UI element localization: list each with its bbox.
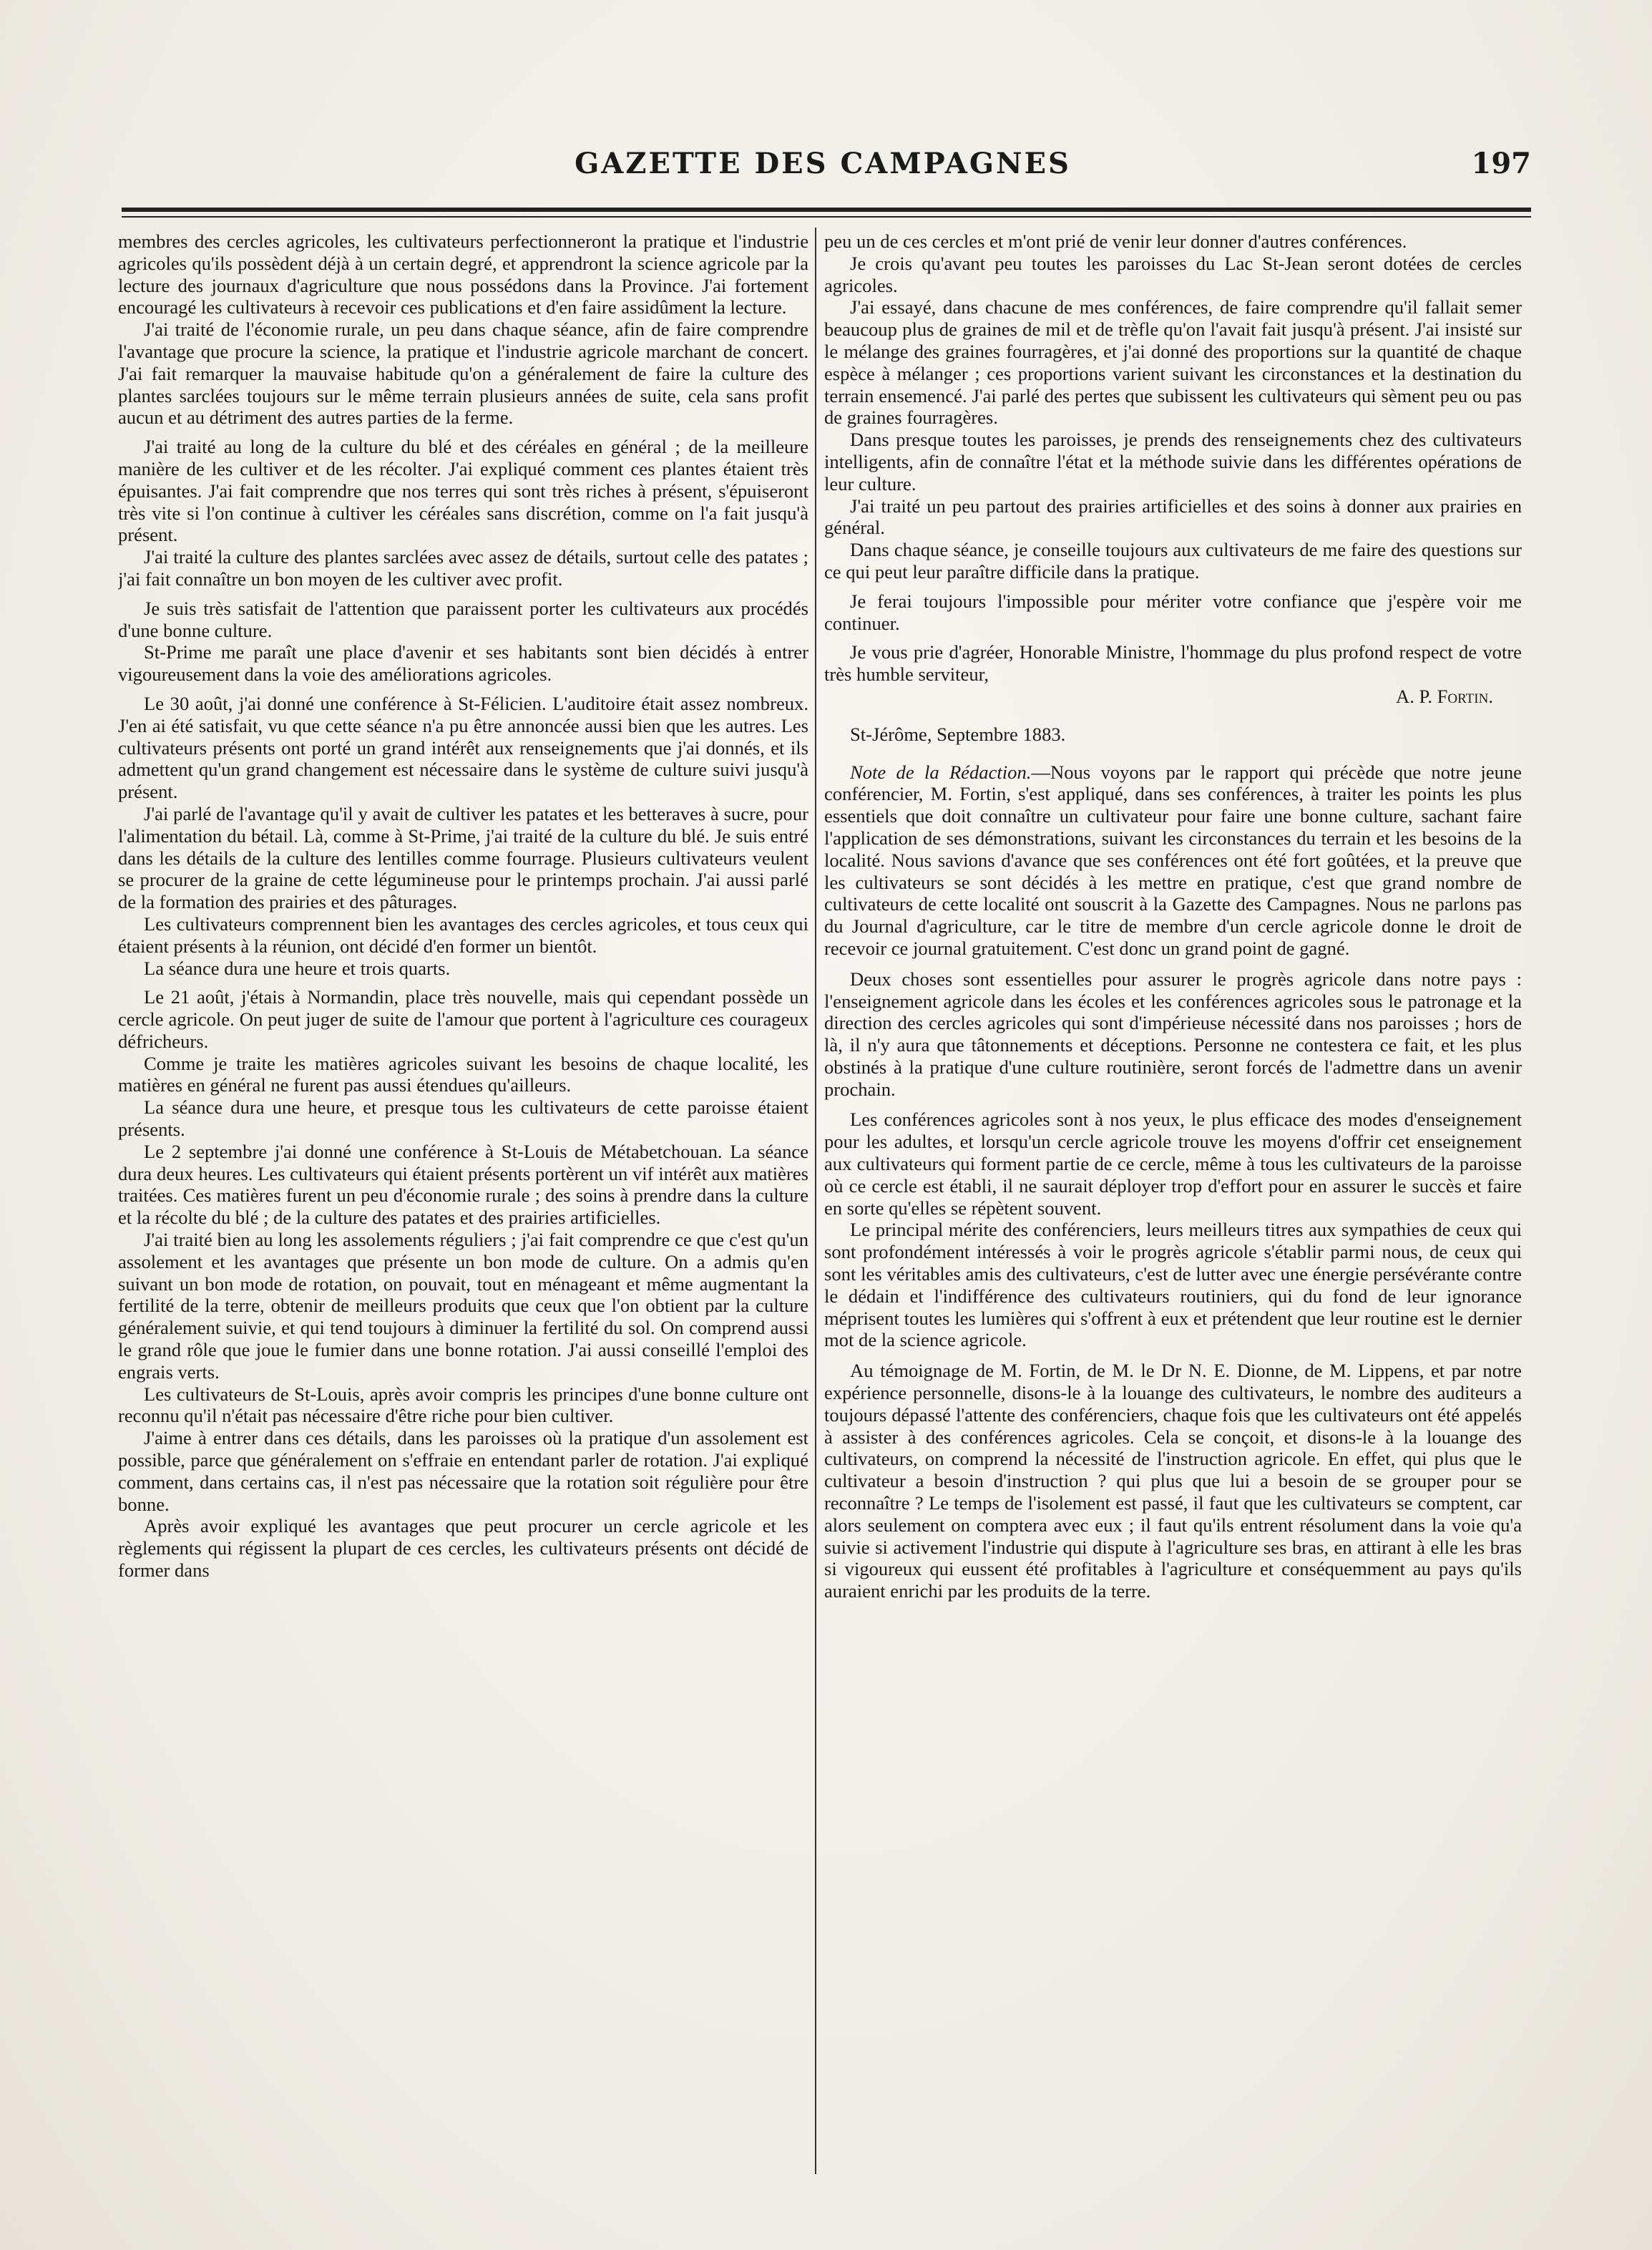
note-label: Note de la Rédaction. [850,761,1032,783]
paragraph: membres des cercles agricoles, les cultivateurs perfectionneront la pratique et l'industrie agricoles qu'ils possèdent déjà à un certain degré, et apprendront la science agricole par la lecture des journaux d'agriculture que nous possédons dans la Province. J'ai fortement encouragé les cultivateurs à recevoir ces publications et d'en faire assidûment la lecture. [118,230,808,318]
paragraph: Au témoignage de M. Fortin, de M. le Dr N. E. Dionne, de M. Lippens, et par notre expérience personnelle, disons-le à la louange des cultivateurs, le nombre des auditeurs a toujours dépassé l'attente des conférenciers, chaque fois que les cultivateurs ont été appelés à assister à des conférences agricoles. Cela se conçoit, et disons-le à la louange des cultivateurs, on comprend la nécessité de l'instruction agricole. En effet, qui plus que le cultivateur a besoin d'instruction ? qui plus que lui a besoin de se grouper pour se reconnaître ? Le temps de l'isolement est passé, il faut que les cultivateurs se comptent, car alors seulement on comptera avec eux ; il faut qu'ils entrent résolument dans la voie qu'a suivie si activement l'industrie qui dispute à l'agriculture ses bras, en attirant à elle les bras si vigoureux qui eussent été profitables à l'agriculture et conséquemment au pays qu'ils auraient enrichi par les produits de la terre. [824,1360,1522,1602]
column-divider [815,228,816,2174]
paragraph: La séance dura une heure et trois quarts. [144,957,451,979]
right-column [824,230,1522,2163]
paragraph: J'ai traité la culture des plantes sarclées avec assez de détails, surtout celle des patates ; j'ai fait connaître un bon moyen de les cultiver avec profit. [118,546,808,590]
paragraph: J'ai traité bien au long les assolements réguliers ; j'ai fait comprendre ce que c'est qu'un assolement et les avantages que présente un bon mode de culture. On a admis qu'en suivant un bon mode de rotation, on pouvait, tout en ménageant et même augmentant la fertilité de la terre, obtenir de meilleurs produits que ceux que l'on obtient par la culture généralement suivie, et qui tend toujours à diminuer la fertilité du sol. On comprend aussi le grand rôle que joue le fumier dans une bonne rotation. J'ai aussi conseillé l'emploi des engrais verts. [118,1229,808,1383]
paragraph: J'ai parlé de l'avantage qu'il y avait de cultiver les patates et les betteraves à sucre, pour l'alimentation du bétail. Là, comme à St-Prime, j'ai traité de la culture du blé. Je suis entré dans les détails de la culture des lentilles comme fourrage. Plusieurs cultivateurs veulent se procurer de la graine de cette légumineuse pour le printemps prochain. J'ai aussi parlé de la formation des prairies et des pâturages. [118,802,808,913]
place-date: St-Jérôme, Septembre 1883. [850,723,1066,745]
paragraph: J'ai traité de l'économie rurale, un peu dans chaque séance, afin de faire comprendre l'avantage que procure la science, la pratique et l'industrie agricole marchant de concert. J'ai fait remarquer la mauvaise habitude qu'on a généralement de faire la culture des plantes sarclées toujours sur le même terrain plusieurs années de suite, cela sans profit aucun et au détriment des autres parties de la ferme. [118,318,808,429]
paragraph: J'aime à entrer dans ces détails, dans les paroisses où la pratique d'un assolement est possible, parce que généralement on s'effraie en entendant parler de rotation. J'ai expliqué comment, dans certains cas, il n'est pas nécessaire que la rotation soit régulière pour être bonne. [118,1427,808,1515]
paragraph: Les cultivateurs de St-Louis, après avoir compris les principes d'une bonne culture ont reconnu qu'il n'était pas nécessaire d'être riche pour bien cultiver. [118,1383,808,1427]
paragraph: J'ai essayé, dans chacune de mes conférences, de faire comprendre qu'il fallait semer beaucoup plus de graines de mil et de trèfle qu'on l'avait fait jusqu'à présent. J'ai insisté sur le mélange des graines fourragères, et j'ai donné des proportions sur la quantité de chaque espèce à mélanger ; ces proportions varient suivant les circonstances et la destination du terrain ensemencé. J'ai parlé des pertes que subissent les cultivateurs qui sèment peu ou pas de graines fourragères. [824,296,1522,429]
paragraph: Le 2 septembre j'ai donné une conférence à St-Louis de Métabetchouan. La séance dura deux heures. Les cultivateurs qui étaient présents portèrent un vif intérêt aux matières traitées. Ces matières furent un peu d'économie rurale ; des soins à prendre dans la culture et la récolte du blé ; de la culture des patates et des prairies artificielles. [118,1140,808,1229]
paragraph: Je suis très satisfait de l'attention que paraissent porter les cultivateurs aux procédés d'une bonne culture. [118,597,808,641]
paragraph: Le 21 août, j'étais à Normandin, place très nouvelle, mais qui cependant possède un cercle agricole. On peut juger de suite de l'amour que portent à l'agriculture ces courageux défricheurs. [118,986,808,1052]
left-column [118,230,808,2163]
page-number: 197 [1471,147,1531,180]
paragraph: Je crois qu'avant peu toutes les paroisses du Lac St-Jean seront dotées de cercles agricoles. [824,252,1522,296]
paragraph: St-Prime me paraît une place d'avenir et ses habitants sont bien décidés à entrer vigoureusement dans la voie des améliorations agricoles. [118,641,808,686]
paragraph: Deux choses sont essentielles pour assurer le progrès agricole dans notre pays : l'enseignement agricole dans les écoles et les conférences agricoles sous le patronage et la direction des cercles agricoles qui sont d'impérieuse nécessité dans nos paroisses ; hors de là, il n'y aura que tâtonnements et déceptions. Personne ne contestera ce fait, et les plus obstinés à la pratique d'une culture routinière, seront forcés de l'admettre dans un avenir prochain. [824,968,1522,1100]
paragraph: Dans chaque séance, je conseille toujours aux cultivateurs de me faire des questions sur ce qui peut leur paraître difficile dans la pratique. [824,539,1522,583]
paragraph: Comme je traite les matières agricoles suivant les besoins de chaque localité, les matières en général ne furent pas aussi étendues qu'ailleurs. [118,1052,808,1096]
paragraph: J'ai traité au long de la culture du blé et des céréales en général ; de la meilleure manière de les cultiver et de les récolter. J'ai expliqué comment ces plantes étaient très épuisantes. J'ai fait comprendre que nos terres qui sont très riches à présent, s'épuiseront très vite si l'on continue à cultiver les céréales sans discrétion, comme on l'a fait jusqu'à présent. [118,436,808,546]
paragraph: Dans presque toutes les paroisses, je prends des renseignements chez des cultivateurs intelligents, afin de connaître l'état et la méthode suivie dans les différentes opérations de leur culture. [824,429,1522,495]
paragraph: Les conférences agricoles sont à nos yeux, le plus efficace des modes d'enseignement pour les adultes, et lorsqu'un cercle agricole trouve les moyens d'offrir cet enseignement aux cultivateurs qui forment partie de ce cercle, même à tous les cultivateurs de la paroisse où ce cercle est établi, il ne saurait déployer trop d'effort pour en assurer le succès et faire en sorte qu'elles se répètent souvent. [824,1109,1522,1219]
paragraph: Le principal mérite des conférenciers, leurs meilleurs titres aux sympathies de ceux qui sont profondément intéressés à voir le progrès agricole s'établir parmi nous, de ceux qui sont les véritables amis des cultivateurs, c'est de lutter avec une énergie persévérante contre le dédain et l'indifférence des cultivateurs routiniers, qui du fond de leur ignorance méprisent toutes les lumières qui s'offrent à eux et prétendent que leur routine est le dernier mot de la science agricole. [824,1219,1522,1351]
header-rule-thin [122,216,1531,218]
paragraph: Je vous prie d'agréer, Honorable Ministre, l'hommage du plus profond respect de votre très humble serviteur, [824,641,1522,686]
paragraph: peu un de ces cercles et m'ont prié de venir leur donner d'autres conférences. [824,230,1407,252]
header-rule-thick [122,208,1531,212]
paragraph: Après avoir expliqué les avantages que peut procurer un cercle agricole et les règlements qui régissent la plupart de ces cercles, les cultivateurs présents ont décidé de former dans [118,1515,808,1582]
note-text: —Nous voyons par le rapport qui précède que notre jeune conférencier, M. Fortin, s'est appliqué, dans ses conférences, à traiter les points les plus essentiels que doit connaître un cultivateur pour faire une bonne culture, sachant faire l'application de ses démonstrations, suivant les circonstances du terrain et les besoins de la localité. Nous savions d'avance que ses conférences ont été fort goûtées, et la preuve que les cultivateurs se sont décidés à les mettre en pratique, c'est que grand nombre de cultivateurs de cette localité ont souscrit à la Gazette des Campagnes. Nous ne parlons pas du Journal d'agriculture, car le titre de membre d'un cercle agricole donne le droit de recevoir ce journal gratuitement. C'est donc un grand point de gagné. [824,761,1522,959]
page-header [114,147,1531,190]
paragraph: J'ai traité un peu partout des prairies artificielles et des soins à donner aux prairies en général. [824,495,1522,539]
paragraph: Je ferai toujours l'impossible pour mériter votre confiance que j'espère voir me continuer. [824,590,1522,634]
paragraph: Le 30 août, j'ai donné une conférence à St-Félicien. L'auditoire était assez nombreux. J'en ai été satisfait, vu que cette séance n'a pu être annoncée aussi bien que les autres. Les cultivateurs présents ont porté un grand intérêt aux renseignements que j'ai donnés, et ils admettent qu'un grand changement est nécessaire dans le système de culture suivi jusqu'à présent. [118,692,808,803]
paragraph: La séance dura une heure, et presque tous les cultivateurs de cette paroisse étaient présents. [118,1096,808,1141]
signature: A. P. Fortin. [1396,685,1493,707]
editorial-note [824,761,1522,960]
paragraph: Les cultivateurs comprennent bien les avantages des cercles agricoles, et tous ceux qui étaient présents à la réunion, ont décidé d'en former un bientôt. [118,912,808,957]
publication-title: GAZETTE DES CAMPAGNES [575,147,1071,180]
